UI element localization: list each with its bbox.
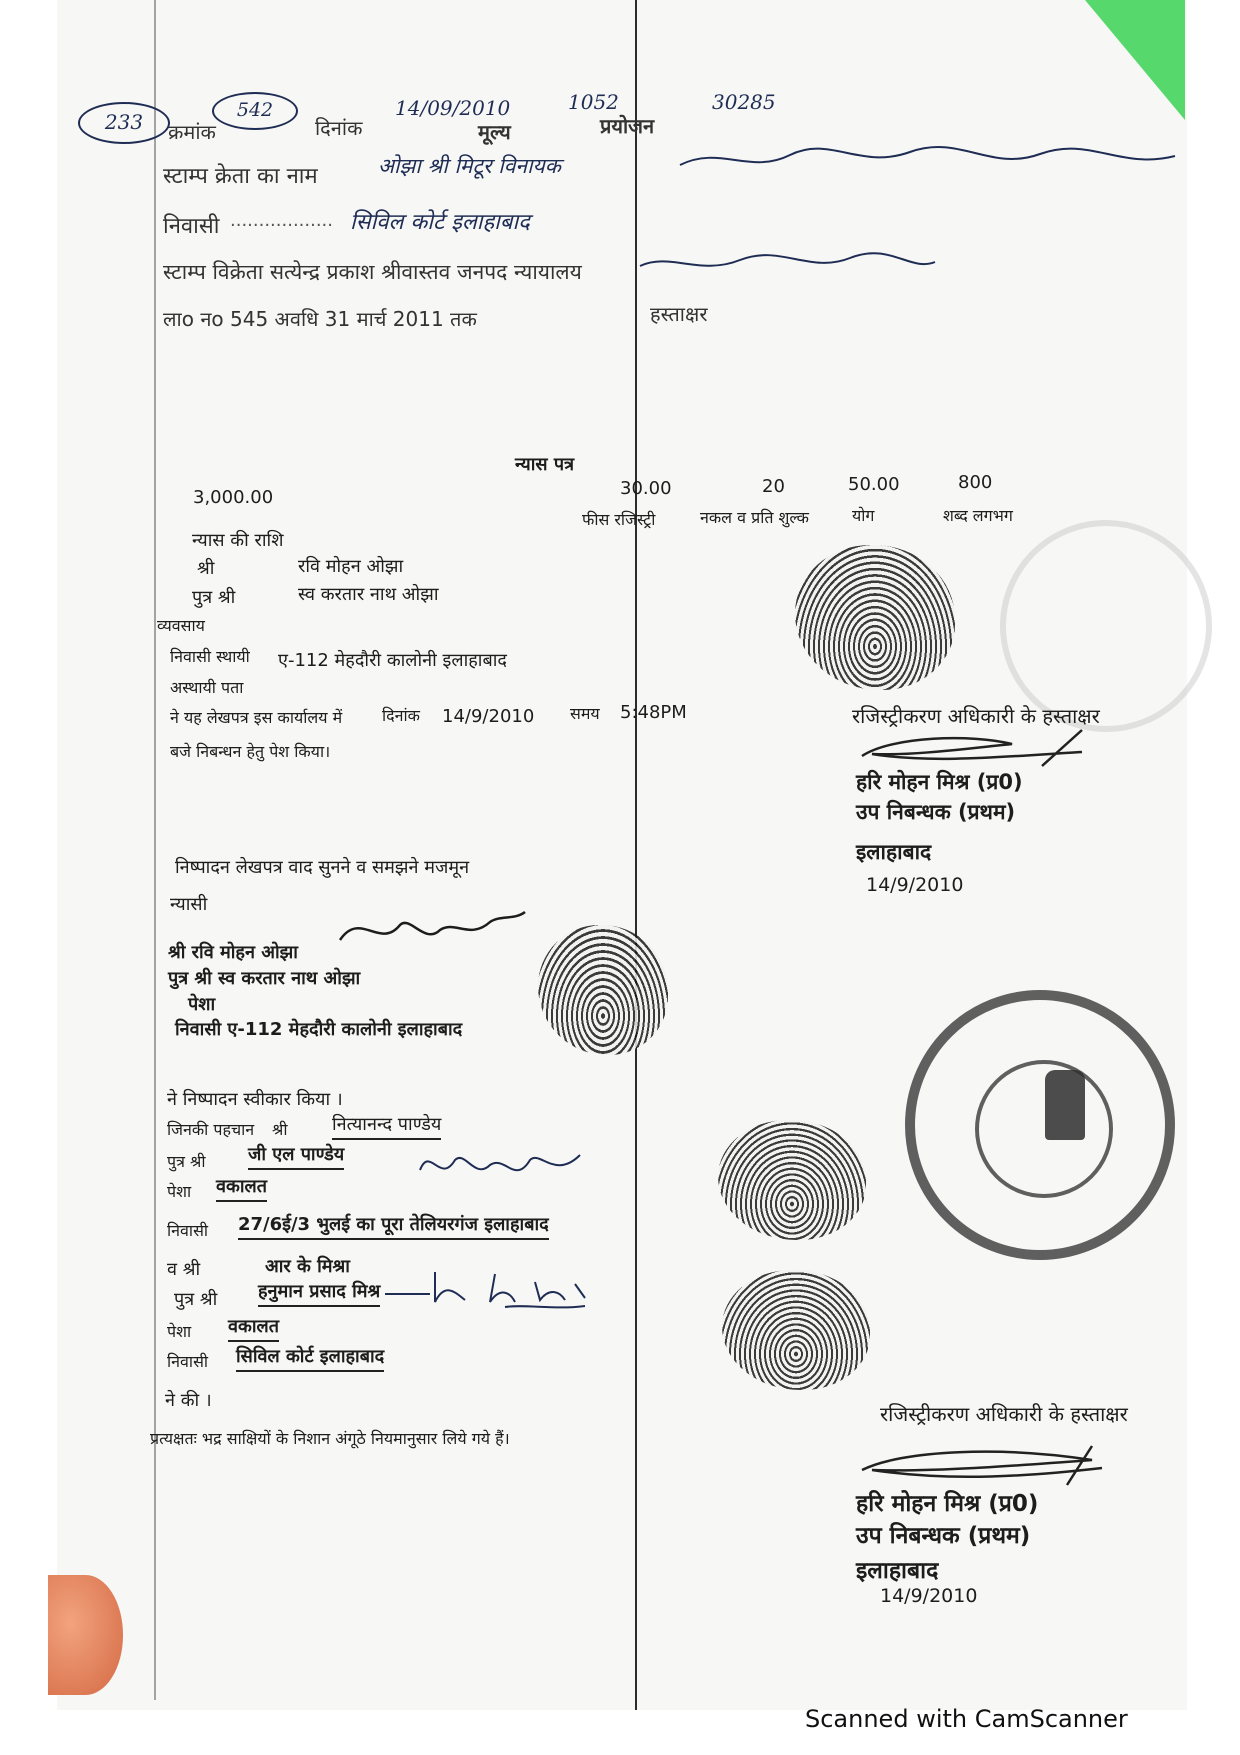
kramank-label: क्रमांक [168,120,216,144]
signature-label: हस्ताक्षर [650,302,708,326]
officer-2-post: उप निबन्धक (प्रथम) [856,1523,1031,1549]
fee-registry-label: फीस रजिस्ट्री [582,510,656,529]
executant-name: श्री रवि मोहन ओझा [168,942,298,963]
officer-2-title: रजिस्ट्रीकरण अधिकारी के हस्ताक्षर [880,1402,1128,1426]
witness-1-address: 27/6ई/3 भुलई का पूरा तेलियरगंज इलाहाबाद [238,1212,549,1240]
witness-2-signature [385,1262,625,1322]
vendor-scribble [640,248,940,278]
dinank-label: दिनांक [315,116,363,140]
vendor-line: स्टाम्प विक्रेता सत्येन्द्र प्रकाश श्रीवास्तव जनपद न्यायालय [163,260,582,284]
mulya-label: मूल्य [478,120,511,144]
national-emblem-icon [1045,1070,1085,1140]
fee-copy-value: 20 [762,476,785,497]
camscanner-watermark: Scanned with CamScanner [805,1705,1128,1733]
word-count-value: 800 [958,472,993,493]
faint-stamp-seal [1000,520,1212,732]
word-count-label: शब्द लगभग [943,506,1013,525]
executant-father: पुत्र श्री स्व करतार नाथ ओझा [168,968,361,989]
fee-registry-value: 30.00 [620,478,672,499]
document-type: न्यास पत्र [515,454,575,475]
execution-heading: निष्पादन लेखपत्र वाद सुनने व समझने मजमून [175,857,470,878]
witness-1-nivasi-label: निवासी [167,1221,209,1240]
fee-total-value: 50.00 [848,474,900,495]
witness-ne-ki: ने की । [165,1390,212,1411]
executant-pesha-label: पेशा [188,994,216,1015]
nivasi-handwritten: सिविल कोर्ट इलाहाबाद [350,210,530,235]
witness-2-father: हनुमान प्रसाद मिश्र [258,1279,380,1307]
circled-number-2: 542 [212,92,298,130]
presented-text-2: बजे निबन्धन हेतु पेश किया। [170,742,331,761]
witness-2-address: सिविल कोर्ट इलाहाबाद [236,1344,384,1372]
trust-amount: 3,000.00 [193,487,274,508]
presented-time-label: समय [570,704,600,723]
permanent-address: ए-112 मेहदौरी कालोनी इलाहाबाद [278,650,507,671]
presented-time: 5:48PM [620,702,687,723]
father-name: स्व करतार नाथ ओझा [298,584,439,605]
scanner-thumb [48,1575,123,1695]
presented-date-label: दिनांक [382,706,420,725]
officer-2-name: हरि मोहन मिश्र (प्र0) [856,1491,1039,1517]
stamp-buyer-label: स्टाम्प क्रेता का नाम [163,164,318,189]
temporary-address-label: अस्थायी पता [170,678,244,697]
witness-1-shri-label: श्री [272,1120,288,1139]
circled-number-1: 233 [78,102,170,144]
witness-1-father-label: पुत्र श्री [167,1152,206,1171]
fee-copy-label: नकल व प्रति शुल्क [700,508,809,527]
witness-1-father: जी एल पाण्डेय [248,1142,344,1170]
executant-address: निवासी ए-112 मेहदौरी कालोनी इलाहाबाद [175,1019,463,1040]
presented-text: ने यह लेखपत्र इस कार्यालय में [170,708,343,727]
officer-2-date: 14/9/2010 [880,1585,978,1607]
fee-total-label: योग [852,506,875,525]
shri-label: श्री [197,558,215,579]
officer-1-post: उप निबन्धक (प्रथम) [856,800,1016,824]
mulya-value: 1052 [568,90,619,114]
witness-1-name: नित्यानन्द पाण्डेय [332,1112,441,1140]
closing-text: प्रत्यक्षतः भद्र साक्षियों के निशान अंगूठे नियमानुसार लिये गये हैं। [150,1429,510,1448]
licence-line: लाo नo 545 अवधि 31 मार्च 2011 तक [163,307,477,331]
prayojan-label: प्रयोजन [600,114,655,138]
witness-1-pesha: वकालत [216,1174,267,1202]
prayojan-value: 30285 [712,90,776,114]
witness-2-pesha-label: पेशा [167,1322,192,1341]
nivasi-label: निवासी [163,214,220,239]
presented-date: 14/9/2010 [442,706,535,727]
officer-1-name: हरि मोहन मिश्र (प्र0) [856,770,1023,794]
executant-signature [330,900,530,960]
stamp-buyer-handwritten: ओझा श्री मिटूर विनायक [378,154,561,178]
witness-2-name: आर के मिश्रा [265,1256,350,1277]
nivasi-sthayi-label: निवासी स्थायी [170,647,250,666]
officer-2-city: इलाहाबाद [856,1558,939,1584]
stamp-buyer-scribble [680,140,1180,180]
execution-accepted: ने निष्पादन स्वीकार किया । [167,1089,343,1110]
depositor-name: रवि मोहन ओझा [298,556,404,577]
date-handwritten: 14/09/2010 [395,96,511,120]
nivasi-dots: .................. [230,210,333,231]
witness-2-pesha: वकालत [228,1314,279,1342]
trust-amount-label: न्यास की राशि [192,530,284,551]
putra-label: पुत्र श्री [192,587,236,608]
witness-1-signature [415,1140,585,1200]
nyasi-label: न्यासी [170,894,208,915]
witness-2-va-label: व श्री [167,1259,201,1280]
witness-2-father-label: पुत्र श्री [174,1289,218,1310]
identified-by-label: जिनकी पहचान [167,1120,255,1139]
officer-1-title: रजिस्ट्रीकरण अधिकारी के हस्ताक्षर [852,704,1100,728]
officer-1-city: इलाहाबाद [856,840,932,864]
official-seal [905,990,1175,1260]
witness-1-pesha-label: पेशा [167,1182,192,1201]
officer-1-date: 14/9/2010 [866,874,964,896]
witness-2-nivasi-label: निवासी [167,1352,209,1371]
vyavsay-label: व्यवसाय [157,616,205,635]
fold-line [635,0,637,1710]
